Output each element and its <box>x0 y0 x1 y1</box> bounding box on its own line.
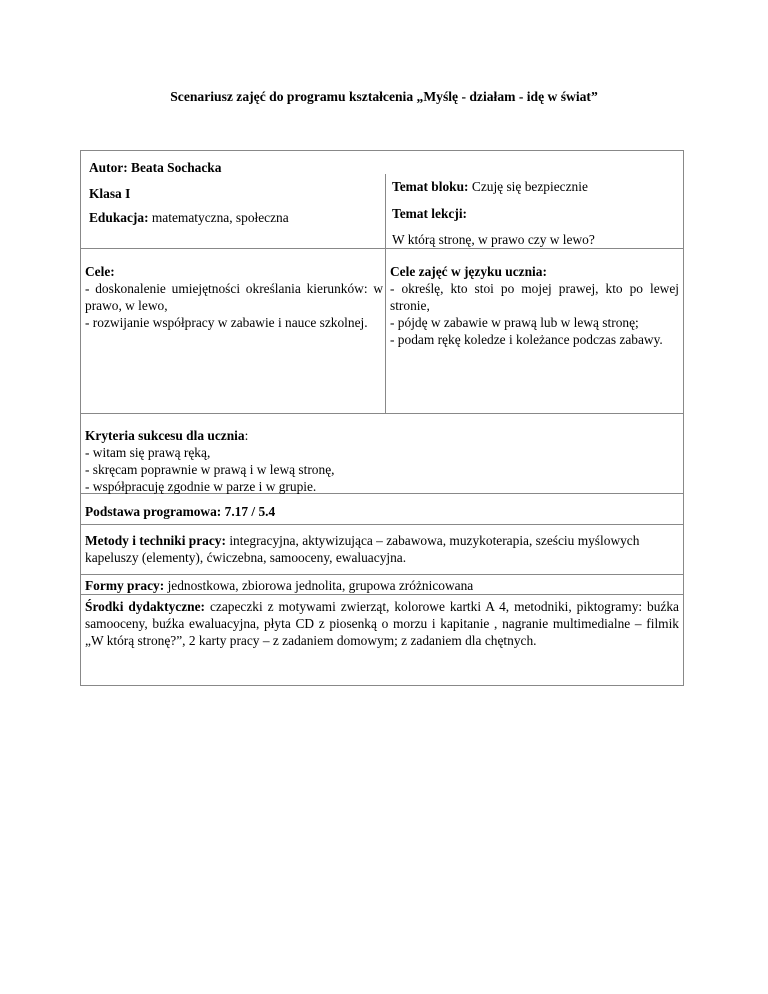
aids-cell <box>85 598 679 649</box>
curriculum-label: Podstawa programowa: <box>85 504 222 519</box>
success-criteria-cell <box>85 427 335 495</box>
scenario-table <box>80 150 684 686</box>
curriculum-cell <box>85 503 275 520</box>
student-goal-item: - określę, kto stoi po mojej prawej, kto po lewej stronie, <box>390 281 679 313</box>
lesson-topic-label: Temat lekcji: <box>392 206 467 221</box>
forms-value: jednostkowa, zbiorowa jednolita, grupowa zróżnicowana <box>167 578 474 593</box>
forms-label: Formy pracy: <box>85 578 165 593</box>
student-goal-item: - podam rękę koledze i koleżance podczas zabawy. <box>390 332 663 347</box>
education-value: matematyczna, społeczna <box>151 210 289 225</box>
methods-label: Metody i techniki pracy: <box>85 533 226 548</box>
aids-label: Środki dydaktyczne: <box>85 599 206 614</box>
success-criteria-colon: : <box>244 428 249 443</box>
forms-cell <box>85 577 473 594</box>
block-topic-label: Temat bloku: <box>392 179 469 194</box>
row-divider <box>81 248 683 249</box>
class-label: Klasa I <box>89 186 131 201</box>
lesson-topic-value-cell <box>392 231 595 248</box>
student-goals-label: Cele zajęć w języku ucznia: <box>390 264 547 279</box>
goals-cell <box>85 263 383 331</box>
student-goals-cell <box>390 263 679 348</box>
criteria-item: - współpracuję zgodnie w parze i w grupie. <box>85 479 317 494</box>
lesson-topic-value: W którą stronę, w prawo czy w lewo? <box>392 232 595 247</box>
criteria-item: - witam się prawą ręką, <box>85 445 211 460</box>
goal-item: - rozwijanie współpracy w zabawie i nauce szkolnej. <box>85 315 368 330</box>
goals-label: Cele: <box>85 264 115 279</box>
column-divider <box>385 174 386 249</box>
row-divider <box>81 594 683 595</box>
aids-value: czapeczki z motywami zwierząt, kolorowe kartki A 4, metodniki, piktogramy: buźka samooceny, buźka ewaluacyjna, płyta CD z piosenką o morzu i kapitanie , nagranie multimedialne – filmik „W którą stronę?”, 2 karty pracy – z zadaniem domowym; z zadaniem dla chętnych. <box>85 599 680 648</box>
education-label: Edukacja: <box>89 210 149 225</box>
curriculum-value: 7.17 / 5.4 <box>224 504 276 519</box>
education-cell <box>89 209 289 226</box>
row-divider <box>81 524 683 525</box>
author-name: Beata Sochacka <box>131 160 222 175</box>
block-topic-cell <box>392 178 588 195</box>
goal-item: - doskonalenie umiejętności określania kierunków: w prawo, w lewo, <box>85 281 383 313</box>
block-topic-value: Czuję się bezpiecznie <box>471 179 588 194</box>
methods-cell <box>85 532 679 566</box>
student-goal-item: - pójdę w zabawie w prawą lub w lewą stronę; <box>390 315 639 330</box>
criteria-item: - skręcam poprawnie w prawą i w lewą stronę, <box>85 462 335 477</box>
row-divider <box>81 574 683 575</box>
column-divider <box>385 248 386 413</box>
success-criteria-label: Kryteria sukcesu dla ucznia <box>85 428 245 443</box>
methods-value: integracyjna, aktywizująca – zabawowa, muzykoterapia, sześciu myślowych kapeluszy (elementy), ćwiczebna, samooceny, ewaluacyjna. <box>85 533 640 565</box>
author-cell <box>89 159 221 176</box>
row-divider <box>81 413 683 414</box>
author-label: Autor: <box>89 160 128 175</box>
class-cell <box>89 185 130 202</box>
lesson-topic-label-cell <box>392 205 467 222</box>
document-title: Scenariusz zajęć do programu kształcenia „Myślę - działam - idę w świat” <box>170 89 598 104</box>
